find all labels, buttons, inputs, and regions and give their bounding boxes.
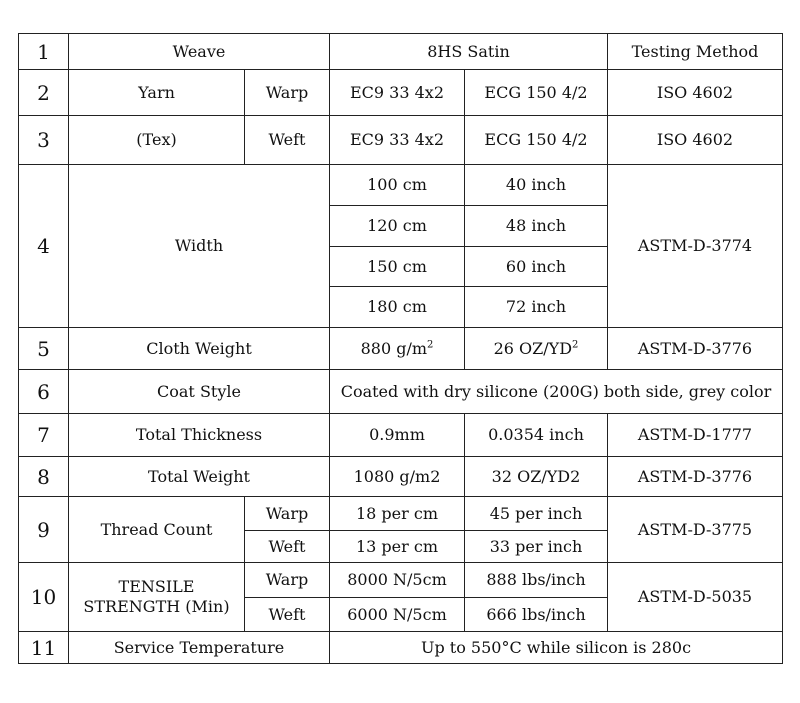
imperial-value: 40 inch: [465, 165, 608, 206]
metric-value: 0.9mm: [330, 414, 465, 457]
table-row: [19, 70, 783, 116]
table-row: [19, 328, 783, 370]
table-row: [19, 165, 783, 206]
table-row: [19, 34, 783, 70]
metric-value: 120 cm: [330, 206, 465, 247]
metric-value: 13 per cm: [330, 531, 465, 563]
label-line: STRENGTH (Min): [83, 597, 230, 616]
property-label: Cloth Weight: [69, 328, 330, 370]
direction-label: Weft: [245, 116, 330, 165]
table-row: [19, 414, 783, 457]
table-row: [19, 563, 783, 598]
metric-value: 6000 N/5cm: [330, 598, 465, 632]
imperial-value: 32 OZ/YD2: [465, 457, 608, 497]
table-row: [19, 116, 783, 165]
direction-label: Warp: [245, 563, 330, 598]
property-label: Weave: [69, 34, 330, 70]
direction-label: Warp: [245, 70, 330, 116]
imperial-value: 45 per inch: [465, 497, 608, 531]
testing-method-header: Testing Method: [608, 34, 783, 70]
row-number: 5: [19, 328, 69, 370]
testing-method: ASTM-D-1777: [608, 414, 783, 457]
row-number: 11: [19, 632, 69, 664]
testing-method: ISO 4602: [608, 116, 783, 165]
metric-value: 8000 N/5cm: [330, 563, 465, 598]
table-row: [19, 370, 783, 414]
row-number: 1: [19, 34, 69, 70]
table-row: [19, 632, 783, 664]
property-value: Coated with dry silicone (200G) both side, grey color: [330, 370, 783, 414]
superscript: 2: [427, 339, 434, 351]
property-label: Service Temperature: [69, 632, 330, 664]
imperial-value: 48 inch: [465, 206, 608, 247]
direction-label: Warp: [245, 497, 330, 531]
testing-method: ISO 4602: [608, 70, 783, 116]
label-line: TENSILE: [118, 577, 195, 596]
metric-value: [330, 328, 465, 370]
testing-method: ASTM-D-3776: [608, 457, 783, 497]
property-label: Total Thickness: [69, 414, 330, 457]
row-number: 2: [19, 70, 69, 116]
property-value: 8HS Satin: [330, 34, 608, 70]
imperial-value: ECG 150 4/2: [465, 116, 608, 165]
property-label: Thread Count: [69, 497, 245, 563]
imperial-value: 666 lbs/inch: [465, 598, 608, 632]
imperial-value: 72 inch: [465, 287, 608, 328]
testing-method: ASTM-D-3775: [608, 497, 783, 563]
testing-method: ASTM-D-3776: [608, 328, 783, 370]
row-number: 9: [19, 497, 69, 563]
row-number: 6: [19, 370, 69, 414]
testing-method: ASTM-D-5035: [608, 563, 783, 632]
specification-table: [18, 33, 783, 664]
metric-value: 1080 g/m2: [330, 457, 465, 497]
table-row: [19, 457, 783, 497]
imperial-value: 33 per inch: [465, 531, 608, 563]
property-value: Up to 550°C while silicon is 280c: [330, 632, 783, 664]
direction-label: Weft: [245, 531, 330, 563]
row-number: 3: [19, 116, 69, 165]
metric-value: 100 cm: [330, 165, 465, 206]
property-label: Width: [69, 165, 330, 328]
metric-value: 18 per cm: [330, 497, 465, 531]
property-label: (Tex): [69, 116, 245, 165]
metric-value: EC9 33 4x2: [330, 70, 465, 116]
imperial-value: ECG 150 4/2: [465, 70, 608, 116]
row-number: 7: [19, 414, 69, 457]
superscript: 2: [572, 339, 579, 351]
row-number: 8: [19, 457, 69, 497]
table-row: [19, 497, 783, 531]
imperial-value-text: 26 OZ/YD: [493, 338, 573, 358]
property-label: Yarn: [69, 70, 245, 116]
direction-label: Weft: [245, 598, 330, 632]
imperial-value: 0.0354 inch: [465, 414, 608, 457]
property-label: [69, 563, 245, 632]
property-label: Total Weight: [69, 457, 330, 497]
metric-value: EC9 33 4x2: [330, 116, 465, 165]
imperial-value: 60 inch: [465, 247, 608, 287]
imperial-value: 888 lbs/inch: [465, 563, 608, 598]
testing-method: ASTM-D-3774: [608, 165, 783, 328]
row-number: 4: [19, 165, 69, 328]
property-label: Coat Style: [69, 370, 330, 414]
metric-value: 180 cm: [330, 287, 465, 328]
metric-value: 150 cm: [330, 247, 465, 287]
row-number: 10: [19, 563, 69, 632]
imperial-value: [465, 328, 608, 370]
metric-value-text: 880 g/m: [360, 338, 428, 358]
